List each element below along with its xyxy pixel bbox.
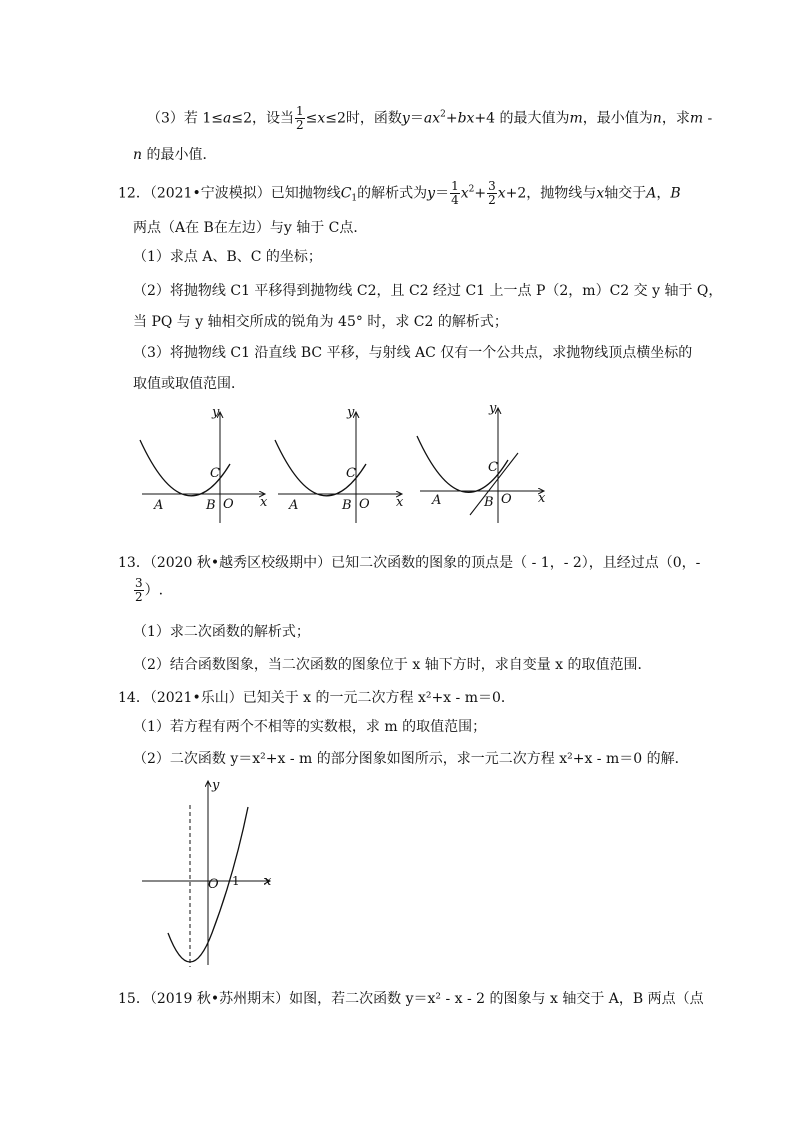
point-b-label: B [484,495,494,510]
point-c-label: C [488,460,498,475]
origin-label: O [359,497,370,512]
origin-label: O [223,497,234,512]
q11-part3-line2: n 的最小值． [133,147,217,163]
x-label: x [264,874,272,889]
q12-figure-3 [417,401,546,523]
q13-part1: （1）求二次函数的解析式； [133,624,310,640]
origin-label: O [501,492,512,507]
y-label: y [489,401,497,416]
q12-part3-line2: 取值或取值范围． [133,376,245,392]
q12-part1: （1）求点 A、B、C 的坐标； [133,249,322,265]
y-label: y [347,405,355,420]
q14-figure [138,775,288,970]
q12-part3: （3）将抛物线 C1 沿直线 BC 平移，与射线 AC 仅有一个公共点，求抛物线顶点横坐标的 [133,345,693,361]
y-label: y [212,405,220,420]
fraction-quarter: $\frac{1}{4}$ [451,179,459,207]
point-c-label: C [210,466,220,481]
q13-part2: （2）结合函数图象，当二次函数的图象位于 x 轴下方时，求自变量 x 的取值范围． [133,657,652,673]
q14-part1: （1）若方程有两个不相等的实数根，求 m 的取值范围； [133,719,487,735]
q12-figure-1 [140,405,268,523]
fraction-half: $\frac{1}{2}$ [296,104,304,132]
q12-heading-line2: 两点（A在 B在左边）与y 轴于 C点． [133,220,368,236]
point-b-label: B [206,498,216,513]
q12-figures [130,398,560,528]
origin-label: O [208,877,219,892]
q12-part2: （2）将抛物线 C1 平移得到抛物线 C2，且 C2 经过 C1 上一点 P（2，m）C2 交 y 轴于 Q， [133,283,723,299]
point-a-label: A [289,498,299,513]
x-label: x [538,491,546,506]
q12-part2-line2: 当 PQ 与 y 轴相交所成的锐角为 45° 时，求 C2 的解析式； [133,314,508,330]
x-label: x [396,495,404,510]
q14-heading: 14．（2021•乐山）已知关于 x 的一元二次方程 x²+x - m＝0． [118,690,515,706]
q15-heading: 15．（2019 秋•苏州期末）如图，若二次函数 y＝x² - x - 2 的图象与 x 轴交于 A，B 两点（点 [118,991,704,1007]
q13-heading-line2: $\frac{3}{2}$ ）. [135,576,164,604]
q11-part3-line1: （3）若 1≤a≤2，设当 $\frac{1}{2}$ ≤x≤2时，函数$y=ax^2+bx+4$ 的最大值为m，最小值为n，求m - [147,104,713,132]
y-label: y [212,778,220,793]
point-c-label: C [346,466,356,481]
fraction-three-halves: $\frac{3}{2}$ [135,576,143,604]
x-label: x [260,495,268,510]
q12-heading: 12．（2021•宁波模拟）已知抛物线$C_1$的解析式为y＝ $\frac{1}{4}$ $x^2+$ $\frac{3}{2}$ x+2，抛物线与x轴交于A，B [118,179,681,207]
point-a-label: A [432,493,442,508]
x-intercept-label: 1 [232,874,240,888]
q13-heading: 13．（2020 秋•越秀区校级期中）已知二次函数的图象的顶点是（ - 1，- 2），且经过点（0，- [118,555,701,571]
q12-figure-2 [275,405,404,523]
point-a-label: A [154,498,164,513]
q14-part2: （2）二次函数 y＝x²+x - m 的部分图象如图所示，求一元二次方程 x²+x - m＝0 的解． [133,751,689,767]
point-b-label: B [342,498,352,513]
fraction-three-halves: $\frac{3}{2}$ [488,179,496,207]
